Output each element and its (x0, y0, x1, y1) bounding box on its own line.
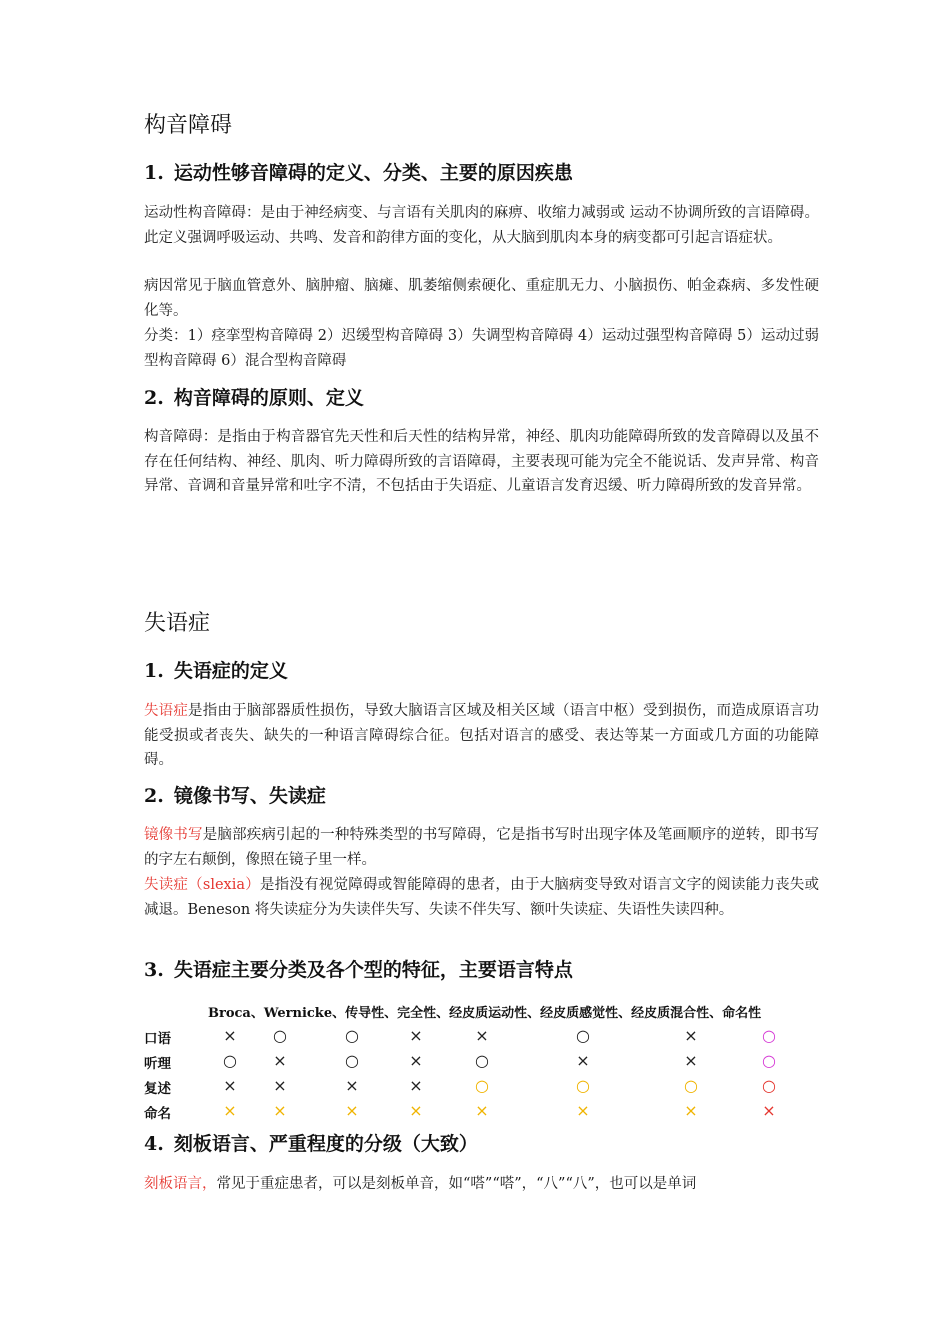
circle-mark: ○ (762, 1026, 776, 1045)
heading-text: 镜像书写、失读症 (173, 785, 326, 807)
heading-3-aphasia-types (144, 955, 573, 982)
term-aphasia: 失语症 (144, 703, 189, 719)
cross-mark: × (576, 1101, 590, 1120)
paragraph-text: 是指没有视觉障碍或智能障碍的患者，由于大脑病变导致对语言文字的阅读能力丧失或减退。Beneson 将失读症分为失读伴失写、失读不伴失写、额叶失读症、失语性失读四种。 (144, 877, 820, 918)
heading-number: 1. (144, 162, 164, 184)
term-mirror-writing: 镜像书写 (144, 827, 203, 843)
circle-mark: ○ (273, 1026, 287, 1045)
paragraph-stereotyped-language (144, 1172, 819, 1197)
term-alexia: 失读症（slexia） (144, 877, 260, 893)
cross-mark: × (409, 1051, 423, 1070)
heading-text: 运动性够音障碍的定义、分类、主要的原因疾患 (173, 162, 573, 184)
cross-mark: × (223, 1101, 237, 1120)
cross-mark: × (223, 1026, 237, 1045)
cross-mark: × (475, 1026, 489, 1045)
cross-mark: × (684, 1051, 698, 1070)
paragraph-text: 是脑部疾病引起的一种特殊类型的书写障碍，它是指书写时出现字体及笔画顺序的逆转，即书写的字左右颠倒，像照在镜子里一样。 (144, 827, 820, 868)
table-row-label: 口语 (144, 1031, 171, 1047)
heading-4-stereotyped-language (144, 1129, 478, 1156)
cross-mark: × (273, 1101, 287, 1120)
heading-number: 4. (144, 1133, 164, 1155)
cross-mark: × (409, 1026, 423, 1045)
heading-number: 2. (144, 387, 164, 409)
cross-mark: × (345, 1076, 359, 1095)
paragraph-text: 是指由于脑部器质性损伤，导致大脑语言区域及相关区域（语言中枢）受到损伤，而造成原语言功能受损或者丧失、缺失的一种语言障碍综合征。包括对语言的感受、表达等某一方面或几方面的功能障碍。 (144, 703, 820, 768)
circle-mark: ○ (684, 1076, 698, 1095)
table-row-label: 听理 (144, 1056, 171, 1072)
paragraph-dysarthria-definition: 构音障碍：是指由于构音器官先天性和后天性的结构异常，神经、肌肉功能障碍所致的发音障碍以及虽不存在任何结构、神经、肌肉、听力障碍所致的言语障碍，主要表现可能为完全不能说话、发声异常、构音异常、音调和音量异常和吐字不清，不包括由于失语症、儿童语言发育迟缓、听力障碍所致的发音异常。 (144, 429, 819, 494)
circle-mark: ○ (223, 1051, 237, 1070)
cross-mark: × (345, 1101, 359, 1120)
paragraph-mirror-writing (144, 823, 819, 872)
term-stereotyped-language: 刻板语言， (144, 1176, 217, 1192)
paragraph-text: 常见于重症患者，可以是刻板单音，如“嗒”“嗒”，“八”“八”，也可以是单词 (216, 1176, 697, 1192)
paragraph-motor-dysarthria-definition: 运动性构音障碍：是由于神经病变、与言语有关肌肉的麻痹、收缩力减弱或 运动不协调所致的言语障碍。此定义强调呼吸运动、共鸣、发音和韵律方面的变化，从大脑到肌肉本身的病变都可引起言语症状。 (144, 205, 819, 246)
circle-mark: ○ (345, 1026, 359, 1045)
circle-mark: ○ (576, 1026, 590, 1045)
table-row-label: 命名 (144, 1106, 171, 1122)
cross-mark: × (273, 1051, 287, 1070)
heading-2-dysarthria-definition (144, 383, 364, 410)
heading-number: 1. (144, 660, 164, 682)
cross-mark: × (762, 1101, 776, 1120)
heading-text: 构音障碍的原则、定义 (173, 387, 364, 409)
paragraph-causes: 病因常见于脑血管意外、脑肿瘤、脑瘫、肌萎缩侧索硬化、重症肌无力、小脑损伤、帕金森病、多发性硬化等。 (144, 278, 819, 319)
cross-mark: × (409, 1101, 423, 1120)
paragraph-alexia (144, 873, 819, 922)
circle-mark: ○ (475, 1051, 489, 1070)
heading-text: 失语症的定义 (173, 660, 288, 682)
circle-mark: ○ (576, 1076, 590, 1095)
section-title-aphasia: 失语症 (144, 611, 211, 636)
heading-text: 失语症主要分类及各个型的特征，主要语言特点 (173, 959, 573, 981)
paragraph-classification: 分类：1）痉挛型构音障碍 2）迟缓型构音障碍 3）失调型构音障碍 4）运动过强型构音障碍 5）运动过弱型构音障碍 6）混合型构音障碍 (144, 328, 819, 369)
heading-2-mirror-writing (144, 781, 326, 808)
table-row-label: 复述 (144, 1081, 171, 1097)
cross-mark: × (576, 1051, 590, 1070)
section-title-dysarthria: 构音障碍 (144, 113, 233, 138)
paragraph-aphasia-definition (144, 699, 819, 773)
aphasia-types-table-header: Broca、Wernicke、传导性、完全性、经皮质运动性、经皮质感觉性、经皮质混合性、命名性 (208, 1006, 762, 1021)
heading-1-aphasia-definition (144, 656, 288, 683)
cross-mark: × (273, 1076, 287, 1095)
cross-mark: × (684, 1026, 698, 1045)
heading-number: 2. (144, 785, 164, 807)
circle-mark: ○ (345, 1051, 359, 1070)
cross-mark: × (475, 1101, 489, 1120)
circle-mark: ○ (475, 1076, 489, 1095)
cross-mark: × (684, 1101, 698, 1120)
heading-number: 3. (144, 959, 164, 981)
circle-mark: ○ (762, 1076, 776, 1095)
heading-text: 刻板语言、严重程度的分级（大致） (173, 1133, 478, 1155)
circle-mark: ○ (762, 1051, 776, 1070)
cross-mark: × (223, 1076, 237, 1095)
cross-mark: × (409, 1076, 423, 1095)
heading-1-motor-dysarthria (144, 158, 573, 185)
